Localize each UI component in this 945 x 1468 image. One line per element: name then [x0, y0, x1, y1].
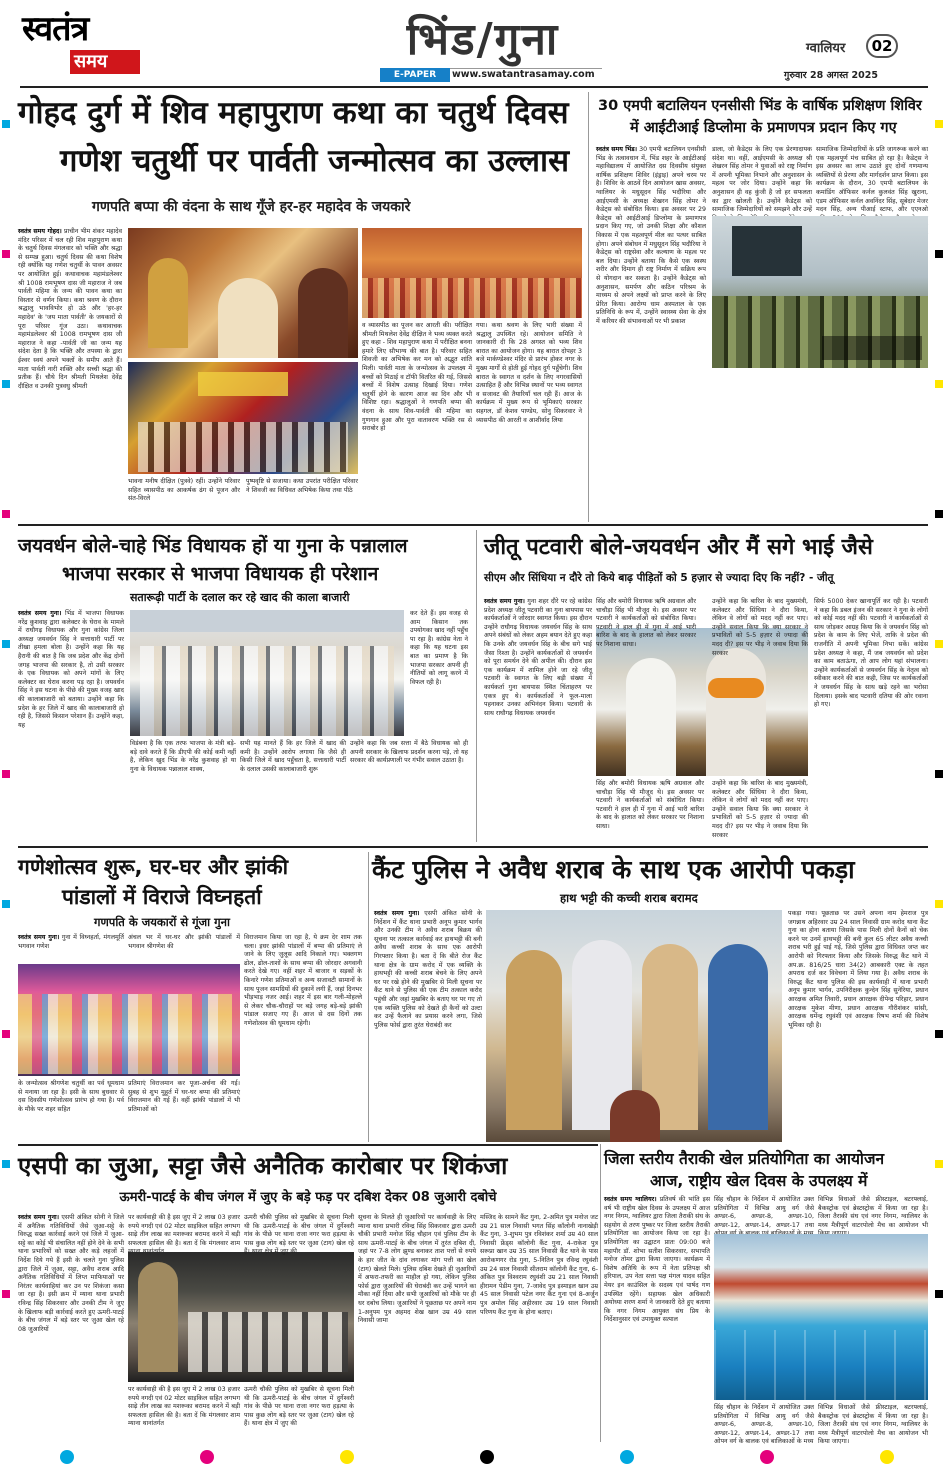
article-gambling-col3: ऊमरी चौकी पुलिस को मुखबिर से सूचना मिली थी कि ऊमरी-पाटई के बीच जंगल में दुर्गेश्वरी गांव के पीछे पर थाना राजा नगर फरा हड़त्या के पास कुछ लोग बड़े स्तर पर जुआ (टाग) खेल रहे हैं। थाना क्षेत्र में जुए की	[244, 1214, 354, 1256]
article-jaivardhan-col5: कर देते हैं। इस वजह से आम किसान तक उपयोगका खाद नहीं पहुँच पा रहा है। कांग्रेस नेता ने कहा कि यह घटना इस बात का प्रमाण है कि भाजपा सरकार अपनी ही नीतियों को लागू करने में विफल रही है।	[410, 610, 468, 686]
article-ganeshotsav-col1: स्वतंत्र समय गुना। गुना में विघ्नहर्ता, मंगलमूर्ति भगवान गणेश	[18, 934, 124, 950]
masthead	[0, 0, 945, 88]
article-gohad-col1: स्वतंत्र समय गोहद। प्राचीन भीम शंकर महादेव मंदिर परिसर में चल रही शिव महापुराण कथा के चतुर्थ दिवस मंगलवार को भक्ति और श्रद्धा से सम्पन्न हुआ। चतुर्थ दिवस की कथा विशेष रही क्योंकि यह गणेश चतुर्थी के पावन अवसर पर आयोजित हुई। कथावाचक महामंडलेश्वर श्री 1008 रामभूषण दास जी महाराज ने जब पार्वती महिमा के जन्म की पावन कथा का विस्तार से वर्णन किया। कथा श्रवण के दौरान श्रद्धालु भावविभोर हो उठे और 'हर-हर महादेव' के 'जय माता पार्वती' के जयकारों से पूरा परिसर गूंज उठा। कथावाचक महामंडलेश्वर श्री 1008 रामभूषण दास जी महाराज ने कहा -पार्वती जी का जन्म यह संदेश देता है कि भक्ति और तपस्या के द्वारा ईश्वर स्वयं अपने भक्तों के समीप आते हैं। माता पार्वती नारी शक्ति और सच्ची श्रद्धा की प्रतीक हैं। चौथे दिन श्रीमती मिथलेश देवेंद्र दीक्षित व उनकी पुत्रवधु श्रीमती	[18, 228, 122, 390]
article-swimming-col1: स्वतंत्र समय ग्वालियर। प्रतिवर्ष की भांति इस वर्ष भी राष्ट्रीय खेल दिवस के उपलक्ष्य में आज नगर निगम, ग्वालियर द्वारा जिला तैराकी संघ के सहयोग से तरण पुष्कर पर जिला स्तरीय तैराकी प्रतियोगिता का आयोजन किया जा रहा है। प्रतियोगिता का उद्घाटन प्रातः 09:00 बजे महापौर डॉ. शोभा सतीश सिकरवार, सभापति मनोज तोमर द्वारा किया जाएगा। कार्यक्रम में विशेष अतिथि के रूप में नेता प्रतिपक्ष श्री हरिपाल, उप नेता सत्ता पक्ष मंगल यादव सहित मेयर इन काउंसिल के सदस्य एवं पार्षद गण उपस्थित रहेंगे। सहायक खेल अधिकारी अयोध्या शरण शर्मा ने जानकारी देते हुए बताया कि नगर निगम आयुक्त संघ प्रिय के निर्देशानुसार एवं उपायुक्त सत्पाल	[604, 1196, 710, 1324]
article-gohad-col2: भावना मनीष दीक्षित (पुत्रवे) रहीं। उन्होंने परिवार सहित व्यासपीठ का आकर्षक ढंग से पूजन और संत-विरले	[128, 478, 240, 503]
article-gambling-col4: सूचना के मिलते ही जुआरियों पर कार्यवाही के लिए म्याना थाना प्रभारी रविन्द्र सिंह सिकरवार द्वारा ऊमरी चौकी प्रभारी मनोज सिंह चौहान एवं पुलिस टीम के साथ ऊमरी-पाटई के बीच जंगल में तुरंत दबिश दी, जहां पर 7-8 लोग झुण्ड बनाकर ताश पत्तों से रुपये के हार जीत के दांव लगाकर मांग पत्ती का खेल (टाग) खेलते मिले। पुलिस दबिश देखते ही जुआरियों में अफरा-तफरी का माहौल हो गया, लेकिन पुलिस फोर्स द्वारा जुआरियों की घेराबंदी कर उन्हें भागने का मौका नहीं दिया और सभी जुआरियों को मौके पर ही धर दबोच लिया। जुआरियों ने पूछताछ पर अपने नाम 1-अनुपम पुत्र अहमद शेख खान उम्र 49 साल निवासी जामा	[358, 1214, 476, 1325]
headline-ganeshotsav-line2: पांडालों में विराजे विघ्नहर्ता	[62, 885, 262, 909]
print-registration-marks	[0, 1448, 945, 1468]
headline-ncc-line1: 30 एमपी बटालियन एनसीसी भिंड के वार्षिक प्रशिक्षण शिविर	[598, 98, 922, 114]
subheadline-sp-gambling: ऊमरी-पाटई के बीच जंगल में जुए के बड़े फड़ पर दबिश देकर 08 जुआरी दबोचे	[119, 1190, 497, 1205]
article-ncc-col1: स्वतंत्र समय भिंड। 30 एमपी बटालियन एनसीसी भिंड के तत्वावधान में, भिंड शहर के आईटीआई महाविद्यालय में आयोजित दस दिवसीय संयुक्त वार्षिक प्रशिक्षण शिविर (इंड्राइ) अपने चरम पर है। शिविर के आठवें दिन आयोजन खास अवसर, ग्वालियर के मधुसूदन सिंह भदौरिया और आईएमसी के अध्यक्ष शेखरन सिंह तोमर ने कैडेट्स को संबोधित किया। इस अवसर पर 29 कैडेट्स को आईटीआई डिप्लोमा के प्रमाणपत्र प्रदान किए गए, जो उनकी शिक्षा और कौशल विकास में एक महत्वपूर्ण मील का पत्थर साबित होगा। अपने संबोधन में मधुसूदन सिंह भदौरिया ने कैडेट्स को राष्ट्रसेवा और कल्याण के महत्व पर बल दिया। उन्होंने बताया कि कैसे एक स्वस्थ शरीर और दिमाग ही राष्ट्र निर्माण में सक्रिय रूप से योगदान कर सकता है। उन्होंने कैडेट्स को अनुशासन, समर्पण और कठिन परिश्रम के माध्यम से अपने लक्ष्यों को प्राप्त करने के लिए प्रेरित किया। आरोग्य धाम अस्पताल के एक प्रतिनिधि के रूप में, उन्होंने स्वास्थ्य सेवा के क्षेत्र में करियर की संभावनाओं पर भी प्रकाश	[596, 146, 706, 325]
article-gambling-col3b: ऊमरी चौकी पुलिस को मुखबिर से सूचना मिली थी कि ऊमरी-पाटई के बीच जंगल में दुर्गेश्वरी गांव के पीछे पर थाना राजा नगर फरा हड़त्या के पास कुछ लोग बड़े स्तर पर जुआ (टाग) खेल रहे हैं। थाना क्षेत्र में जुए की	[244, 1386, 354, 1428]
print-side-marks-left	[2, 120, 10, 1420]
article-ganeshotsav-col2: अंचल भर में घर-घर और झांकी पांडालों में भगवान श्रीगणेश की	[128, 934, 240, 950]
article-jitu-col2: सिंह और बमोरी विधायक ऋषि अग्रवाल और चाचौड़ा सिंह भी मौजूद थे। इस अवसर पर पटवारी ने कार्यकर्ताओं को संबोधित किया। पटवारी ने हाल ही में गुना में आई भारी बारिश के बाद के हालात को लेकर सरकार पर निशाना साधा।	[596, 598, 697, 648]
article-gambling-col2: पर कार्यवाही की है इस जुए में 2 लाख 03 हजार रुपये नगदी एवं 02 मोटर साइकिल सहित लगभग साढ़े तीन लाख का मशरूका बरामद करने में बड़ी सफलता हासिल की है। बता दें कि मंगलवार शाम	[128, 1214, 240, 1247]
article-swimming-col3: विभिन्न विधाओं जैसे फ्रीस्टाइल, बटरफ्लाई, बैकस्ट्रोक एवं ब्रेस्टस्ट्रोक में किया जा रहा है। जिला तैराकी संघ एवं नगर निगम, ग्वालियर के मध्य मैत्रीपूर्ण वाटरपोलो मैच का आयोजन भी	[818, 1196, 928, 1229]
photo-jitu-welcome	[596, 628, 808, 776]
headline-gohad-line1: गोहद दुर्ग में शिव महापुराण कथा का चतुर्थ दिवस	[18, 95, 569, 131]
headline-jitu: जीतू पटवारी बोले-जयवर्धन और मैं सगे भाई जैसे	[484, 535, 873, 560]
article-cantt-col1: स्वतंत्र समय गुना। एसपी अंकित सोनी के निर्देशन में कैंट थाना प्रभारी अनूप कुमार भार्गव और उनकी टीम ने अवैध शराब बिक्रय की सूचना पर तत्काल कार्रवाई कर हाथभट्टी की बनी अवैध कच्ची शराब के साथ एक आरोपी गिरफ्तार किया है। बता दें कि बीते रोज कैंट थाना क्षेत्र के ग्राम करोद में एक व्यक्ति के हाथभट्टी की कच्ची शराब बेचने के लिए अपने घर पर रखे होने की मुखबिर से मिली सूचना पर कैंट थाने से पुलिस की एक टीम तत्काल करोद पहुंची और जहां मुखबिर के बताए घर पर गए तो एक व्यक्ति पुलिस को देखते ही कैनों को उल्टा कर उन्हें फैलाने का प्रयास करने लगा, जिसे पुलिस फोर्स द्वारा तुरंत घेराबंदी कर	[374, 910, 482, 1029]
photo-gohad-puja	[128, 228, 358, 358]
print-side-marks-right	[935, 120, 943, 1420]
article-gambling-col2b: पर कार्यवाही की है इस जुए में 2 लाख 03 हजार रुपये नगदी एवं 02 मोटर साइकिल सहित लगभग साढ़े तीन लाख का मशरूका बरामद करने में बड़ी सफलता हासिल की है। बता दें कि मंगलवार शाम म्याना थानांतर्गत	[128, 1386, 240, 1428]
headline-ganeshotsav-line1: गणेशोत्सव शुरू, घर-घर और झांकी	[18, 855, 289, 879]
headline-sp-gambling: एसपी का जुआ, सट्टा जैसे अनैतिक कारोबार पर शिकंजा	[18, 1152, 508, 1180]
article-swimming-col2: सिंह चौहान के निर्देशन में आयोजित उक्त प्रतियोगिता में विभिन्न आयु वर्ग जैसे अण्डर-6, अण्डर-8, अण्डर-10, अण्डर-12, अण्डर-14, अण्डर-17 तथा	[714, 1196, 814, 1229]
byline-cantt: स्वतंत्र समय गुना।	[374, 910, 420, 917]
headline-swimming-line1: जिला स्तरीय तैराकी खेल प्रतियोगिता का आयोजन	[604, 1150, 885, 1168]
photo-gambling-accused	[128, 1252, 354, 1382]
photo-jaivardhan-meeting	[130, 610, 404, 736]
logo-top-text: स्वतंत्र	[22, 9, 89, 49]
article-cantt-col2: पकड़ा गया। पूछताछ पर उसने अपना नाम हेमराज पुत्र जगन्नाथ अहिरवार उम्र 24 साल निवासी ग्राम करोद थाना कैंट गुना का होना बताया जिसके पास मिली दोनों कैनों को चेक करने पर उनमें हाथभट्टी की बनी कुल 65 लीटर अवैध कच्ची शराब भरी हुई पाई गई, जिसे पुलिस द्वारा विधिवत जप्त कर आरोपी को गिरफ्तार किया और जिसके विरुद्ध कैंट थाने में अप.क्र. 816/25 धारा 34(2) आबकारी एक्ट के तहत अपराध दर्ज कर विवेचना में लिया गया है। अवैध शराब के विरुद्ध कैंट थाना पुलिस की इस कार्यवाही में थाना प्रभारी अनूप कुमार भार्गव, उपनिरीक्षक कुन्देन सिंह सुनेरिया, प्रधान आरक्षक अमित तिवारी, प्रधान आरक्षक दीपेन्द्र परिहार, प्रधान आरक्षक मुकेश मीणा, प्रधान आरक्षक गौरीशंकर सांसी, आरक्षक धर्मेन्द्र रघुवंशी एवं आरक्षक रिषभ शर्मा की विशेष भूमिका रही है।	[788, 910, 928, 1029]
photo-swimming-pool	[714, 1234, 928, 1400]
article-ganeshotsav-col4: के जन्मोत्सव श्रीगणेश चतुर्थी का पर्व धूमधाम से मनाया जा रहा है। इसी के साथ बुधवार से दस दिवसीय गणेशोत्सव प्रारंभ हो गया है। पर्व के मौके पर शहर सहित	[18, 1080, 124, 1113]
logo-bottom-text: समय	[74, 51, 108, 72]
byline-gambling: स्वतंत्र समय गुना।	[18, 1214, 59, 1221]
article-jitu-col1: स्वतंत्र समय गुना। गुना शहर दौरे पर रहे कांग्रेस प्रदेश अध्यक्ष जीतू पटवारी का गुना बायपास पर कार्यकर्ताओं ने जोरदार स्वागत किया। इस दौरान उन्होंने राघौगढ़ विधायक जयवर्धन सिंह के साथ अपने संबंधों को लेकर अहम बयान देते हुए कहा कि उनके और जयवर्धन सिंह के बीच सगे भाई जैसा रिश्ता है। उन्होंने कार्यकर्ताओं से जयवर्धन को पूरा समर्थन देने की अपील की। दौरान इस एक कार्यक्रम में शामिल होने जा रहे जीतू पटवारी के स्वागत के लिए बड़ी संख्या में कार्यकर्ता गुना बायपास स्थित चिंताहरण पर एकत्र हुए थे। कार्यकर्ताओं ने फूल-माला पहनाकर उनका अभिनंदन किया। पटवारी के साथ राघौगढ़ विधायक जयवर्धन	[484, 598, 592, 717]
article-ncc-col3: सामाजिक जिम्मेदारियों के प्रति जागरूक करने का एक महत्वपूर्ण मंच साबित हो रहा है। कैडेट्स ने इस अवसर का लाभ उठाते हुए दोनों गणमान्य व्यक्तियों से प्रेरणा और मार्गदर्शन प्राप्त किया। इस कार्यक्रम के दौरान, 30 एमपी बटालियन के कमांडिंग ऑफिसर कर्नल कुलवंत सिंह खुराना, एडम ऑफिसर कर्नल अवनिंदर सिंह, सूबेदार मेजर मदन सिंह, अन्य पीआई स्टाफ, और एएनओ	[816, 146, 928, 214]
article-jitu-col3b: उन्होंने कहा कि बारिश के बाद मुख्यमंत्री, कलेक्टर और सिंधिया ने दौरा किया, लेकिन वे लोगों को मदद नहीं कर पाए। उन्होंने सवाल किया कि क्या सरकार ने प्रभावितों को 5-5 हज़ार से ज्यादा की मदद दी? इस पर भीड़ ने जवाब दिया कि सरकार	[712, 780, 808, 839]
article-gohad-col4: व व्यासपीठ का पूजन कर आरती की। परीक्षित श्रीमती मिथलेश देवेंद्र दीक्षित ने भव्य व्यक्त करते हुए कहा - शिव महापुराण कथा में परीक्षित बनना हमारे लिए सौभाग्य की बात है। परिवार सहित शिवजी का अभिषेक कर मन को अद्भुत शांति मिली। पार्वती माता के जन्मोत्सव के उपलक्ष्य में बच्चों को मिठाई व टॉफी वितरित की गई, जिससे बच्चों में विशेष उत्साह दिखाई दिया। गणेश चतुर्थी होने के कारण आज का दिन और भी विशिष्ट रहा। श्रद्धालुओं ने गणपति बप्पा की वंदना के साथ शिव-पार्वती की महिमा का गुणगान हुआ और पूरा वातावरण भक्ति रस से सराबोर हो	[362, 322, 472, 433]
article-jaivardhan-col3: सभी यह मानते हैं कि हर जिले में खाद की कमी है। उन्होंने आरोप लगाया कि जैसे ही किसी जिले में खाद पहुँचता है, सत्ताधारी पार्टी के दलाल उसकी कालाबाजारी शुरू	[240, 740, 346, 773]
city-label: ग्वालियर	[806, 41, 846, 56]
byline-ncc: स्वतंत्र समय भिंड।	[596, 146, 638, 153]
subheadline-gohad: गणपति बप्पा की वंदना के साथ गूँजे हर-हर महादेव के जयकारे	[92, 199, 411, 215]
edition-title: भिंड/गुना	[406, 14, 560, 65]
article-swimming-col2b: सिंह चौहान के निर्देशन में आयोजित उक्त प्रतियोगिता में विभिन्न आयु वर्ग जैसे अण्डर-6, अण्डर-8, अण्डर-10, अण्डर-12, अण्डर-14, अण्डर-17 तथा ओपन वर्ग के बालक एवं बालिकाओं के मध्य	[714, 1404, 814, 1446]
article-swimming-col3b: विभिन्न विधाओं जैसे फ्रीस्टाइल, बटरफ्लाई, बैकस्ट्रोक एवं ब्रेस्टस्ट्रोक में किया जा रहा है। जिला तैराकी संघ एवं नगर निगम, ग्वालियर के मध्य मैत्रीपूर्ण वाटरपोलो मैच का आयोजन भी किया जाएगा।	[818, 1404, 928, 1446]
byline-swimming: स्वतंत्र समय ग्वालियर।	[604, 1196, 657, 1203]
article-gambling-col1: स्वतंत्र समय गुना। एसपी अंकित सोनी ने जिले में अनैतिक गतिविधियों जैसे जुआ-सट्टे के विरुद्ध सख्त कार्रवाई करने एवं जिले में जुआ-सट्टे का कोई भी संचालित नहीं होने देने के सभी थाना प्रभारियों को सख्त और कड़े लहजों में निर्देश दिये गये हैं इसी के चलते गुना पुलिस द्वारा जिले में जुआ, सट्टा, अवैध शराब आदि अनैतिक गतिविधियों में लिप्त माफियाओं पर निरंतर कार्यवाहियां कर उन पर शिकंजा कसा जा रहा है। इसी क्रम में म्याना थाना प्रभारी रविन्द्र सिंह सिकरवार और उनकी टीम ने जुए के खिलाफ बड़ी कार्रवाई करते हुए ऊमरी-पाटई के बीच जंगल में बड़े स्तर पर जुआ खेल रहे 08 जुआरियों	[18, 1214, 124, 1333]
issue-date: गुरुवार 28 अगस्त 2025	[784, 70, 878, 81]
byline-gohad: स्वतंत्र समय गोहद।	[18, 228, 62, 235]
article-ganeshotsav-col3: विराजमान किया जा रहा है, ये क्रम देर शाम तक चला। इधर झांकी पांडालों में बप्पा की प्रतिमाएं ले जाने के लिए जुलूस आदि निकाले गए। भक्तगण ढोल, ढोल-ताशों के साथ बप्पा की जोरदार अगवानी करते देखे गए। वहीं शहर में बाजार व सड़कों के किनारे गणेश प्रतिमाओं व अन्य सजावटी सामानों के साथ पूजन सामग्रियों की दुकानें लगी हैं, जहां दिनभर भीड़भाड़ नजर आई। शहर में इस बार गली-मोहल्ले से लेकर चौक-चौराहों पर बड़े जगह बड़े-बड़े झांकी पांडाल सजाए गए हैं। आज से दस दिनों तक गणेशोत्सव की धूमधाम रहेगी।	[244, 934, 362, 1027]
photo-ganesh-idols	[18, 964, 240, 1076]
headline-ncc-line2: में आईटीआई डिप्लोमा के प्रमाणपत्र प्रदान किए गए	[630, 120, 897, 136]
photo-ncc-event	[712, 216, 928, 368]
article-ganeshotsav-col5: प्रतिमाएं विराजमान कर पूजा-अर्चना की गई। सुबह से शुभ मुहूर्त में घर-घर बप्पा की प्रतिमाएं विराजमान की गई हैं। वहीं झांकी पांडालों में भी प्रतिमाओं को	[128, 1080, 240, 1113]
article-jitu-col3: उन्होंने कहा कि बारिश के बाद मुख्यमंत्री, कलेक्टर और सिंधिया ने दौरा किया, लेकिन वे लोगों को मदद नहीं कर पाए। उन्होंने सवाल किया कि क्या सरकार ने प्रभावितों को 5-5 हज़ार से ज्यादा की मदद दी? इस पर भीड़ ने जवाब दिया कि सरकार	[712, 598, 808, 657]
headline-jaivardhan-line1: जयवर्धन बोले-चाहे भिंड विधायक हों या गुना के पन्नालाल	[18, 535, 408, 557]
article-jaivardhan-col1: स्वतंत्र समय गुना। भिंड में भाजपा विधायक नरेंद्र कुशवाह द्वारा कलेक्टर के घेराव के मामले में राघौगढ़ विधायक और गुना कांग्रेस जिला अध्यक्ष जयवर्धन सिंह ने सत्ताधारी पार्टी पर तीखा हमला बोला है। उन्होंने कहा कि यह हैरानी की बात है कि जब प्रदेश और केंद्र दोनों जगह भाजपा की सरकार है, तो उसी सरकार के एक विधायक को अपने मांगों के लिए कलेक्टर का घेराव करना पड़ रहा है। जयवर्धन सिंह ने इस घटना के पीछे की मुख्य वजह खाद की कालाबाजारी को बताया। उन्होंने कहा कि प्रदेश के हर जिले में खाद की कालाबाजारी हो रही है, जिससे किसान परेशान हैं। उन्होंने कहा, यह	[18, 610, 124, 729]
byline-jaivardhan: स्वतंत्र समय गुना।	[18, 610, 62, 617]
subheadline-jitu: सीएम और सिंधिया न दौरे तो किये बाढ़ पीड़ितों को 5 हज़ार से ज्यादा दिए कि नहीं? - जीतू	[484, 572, 834, 584]
photo-gohad-crowd	[362, 228, 582, 318]
article-ncc-col2: डाला, जो कैडेट्स के लिए एक प्रेरणादायक संदेश था। वहीं, आईएमसी के अध्यक्ष श्री शेखरन सिंह तोमर ने युवाओं को राष्ट्र निर्माण में अपनी भूमिका निभाने और अनुशासन के महत्व पर जोर दिया। उन्होंने कहा कि अनुशासन ही वह कुंजी है जो हर सफलता का द्वार खोलती है। उन्होंने कैडेट्स को सामाजिक जिम्मेदारियों को समझने और उन्हें	[712, 146, 812, 214]
article-jitu-col4: सिर्फ 5000 देकर खानापूर्ति कर रही है। पटवारी ने कहा कि डबल इंजन की सरकार ने गुना के लोगों को कोई मदद नहीं की। पटवारी ने कार्यकर्ताओं से साथ जोड़कर आग्रह किया कि वे जयवर्धन सिंह को प्रदेश के काम के लिए भेजें, ताकि वे प्रदेश की राजनीति में अपनी भूमिका निभा सकें। कांग्रेस प्रदेश अध्यक्ष ने कहा, मैं जब जयवर्धन को प्रदेश का काम बताऊंगा, तो आप लोग यहां संभालना। उन्होंने कार्यकर्ताओं से जयवर्धन सिंह के नेतृत्व को स्वीकार करने की बात कही, जिस पर कार्यकर्ताओं ने जयवर्धन सिंह के साथ खड़े रहने का भरोसा दिलाया। इसके बाद पटवारी दतिया की ओर रवाना हो गए।	[814, 598, 928, 709]
headline-jaivardhan-line2: भाजपा सरकार से भाजपा विधायक ही परेशान	[62, 563, 379, 585]
article-gohad-col5: गया। कथा श्रवण के लिए भारी संख्या में श्रद्धालु उपस्थित रहे। आयोजन समिति ने जानकारी दी कि 28 अगस्त को भव्य शिव बारात का आयोजन होगा। यह बारात दोपहर 3 बजे मार्कण्डेश्वर मंदिर से प्रारंभ होकर नगर के मुख्य मार्गों से होती हुई गोहद दुर्ग पहुँचेगी। शिव बारात के स्वागत व दर्शन के लिए नगरवासियों उत्साहित हैं और विभिन्न स्थानों पर भव्य स्वागत व सजावट की तैयारियाँ चल रही हैं। आज के कार्यक्रम में मुख्य रूप से भूमिकाएं सरकार सहगल, डॉ केशव पाण्डेय, सोनु सिकरवार ने व्यासपीठ की आरती व आशीर्वाद लिया	[476, 322, 582, 424]
byline-ganeshotsav: स्वतंत्र समय गुना।	[18, 934, 60, 941]
article-gohad-col3: पुष्पवृष्टि से सजाया। कथा उपरांत परीक्षित परिवार ने शिवजी का विधिवत अभिषेक किया तथा पीठे	[246, 478, 358, 494]
headline-gohad-line2: गणेश चतुर्थी पर पार्वती जन्मोत्सव का उल्लास	[60, 143, 570, 179]
logo	[22, 10, 152, 80]
article-jaivardhan-col4: उन्होंने कहा कि जब सत्ता में बैठे विधायक को ही अपनी सरकार के खिलाफ प्रदर्शन करना पड़े, तो यह सरकार की कार्यप्रणाली पर गंभीर सवाल उठाता है।	[350, 740, 468, 765]
website-link[interactable]: www.swatantrasamay.com	[452, 69, 595, 80]
photo-cantt-police-accused	[486, 910, 782, 1142]
subheadline-jaivardhan: सतारूढ़ी पार्टी के दलाल कर रहे खाद की काला बाजारी	[130, 591, 350, 604]
subheadline-cantt-police: हाथ भट्टी की कच्ची शराब बरामद	[560, 891, 698, 905]
photo-gohad-stage	[128, 362, 358, 474]
epaper-label: E-PAPER	[380, 68, 450, 82]
subheadline-ganeshotsav: गणपति के जयकारों से गूंजा गुना	[94, 915, 230, 929]
page-number: 02	[866, 34, 898, 58]
article-jaivardhan-col2: विडंबना है कि एक तरफ भाजपा के मंत्री बड़े-बड़े दावे करते हैं कि डीएपी की कोई कमी नहीं है, लेकिन खुद भिंड के नरेंद्र कुशवाह हो या गुना के विधायक पन्नालाल शाक्य,	[130, 740, 236, 773]
headline-cantt-police: कैंट पुलिस ने अवैध शराब के साथ एक आरोपी पकड़ा	[372, 855, 855, 884]
byline-jitu: स्वतंत्र समय गुना।	[484, 598, 525, 605]
article-gambling-col5: मस्जिद के सामने कैंट गुना, 2-अमित पुत्र मनोज जट उम्र 21 साल निवासी भगत सिंह कॉलोनी नानाखेड़ी कैंट गुना, 3-शुभम पुत्र रविशंकर शर्मा उम्र 40 साल निवासी फ्रेंड्स कॉलोनी कैंट गुना, 4-राकेश पुत्र सरूप्रा खान उम्र 35 साल निवासी कैंट थाने के पास आरोकणगर रोड गुना, 5-नितिन पुत्र रविन्द्र रघुवंशी उम्र 24 साल निवासी सीतराम कॉलोनी कैंट गुना, 6-अंकित पुत्र विश्वराम रघुवंशी उम्र 21 साल निवासी हीरामन पेडीम गुना, 7-जावेद पुत्र इस्माइल खान उम्र 45 साल निवासी पटेल नगर कैंट गुना एवं 8-अर्जुन पुत्र अमोल सिंह अहीरवार उम्र 19 साल निवासी परिणय कैंट गुना के होना बताए।	[480, 1214, 598, 1316]
article-jitu-col2b: सिंह और बमोरी विधायक ऋषि अग्रवाल और चाचौड़ा सिंह भी मौजूद थे। इस अवसर पर पटवारी ने कार्यकर्ताओं को संबोधित किया। पटवारी ने हाल ही में गुना में आई भारी बारिश के बाद के हालात को लेकर सरकार पर निशाना साधा।	[596, 780, 704, 830]
headline-swimming-line2: आज, राष्ट्रीय खेल दिवस के उपलक्ष्य में	[650, 1172, 868, 1190]
